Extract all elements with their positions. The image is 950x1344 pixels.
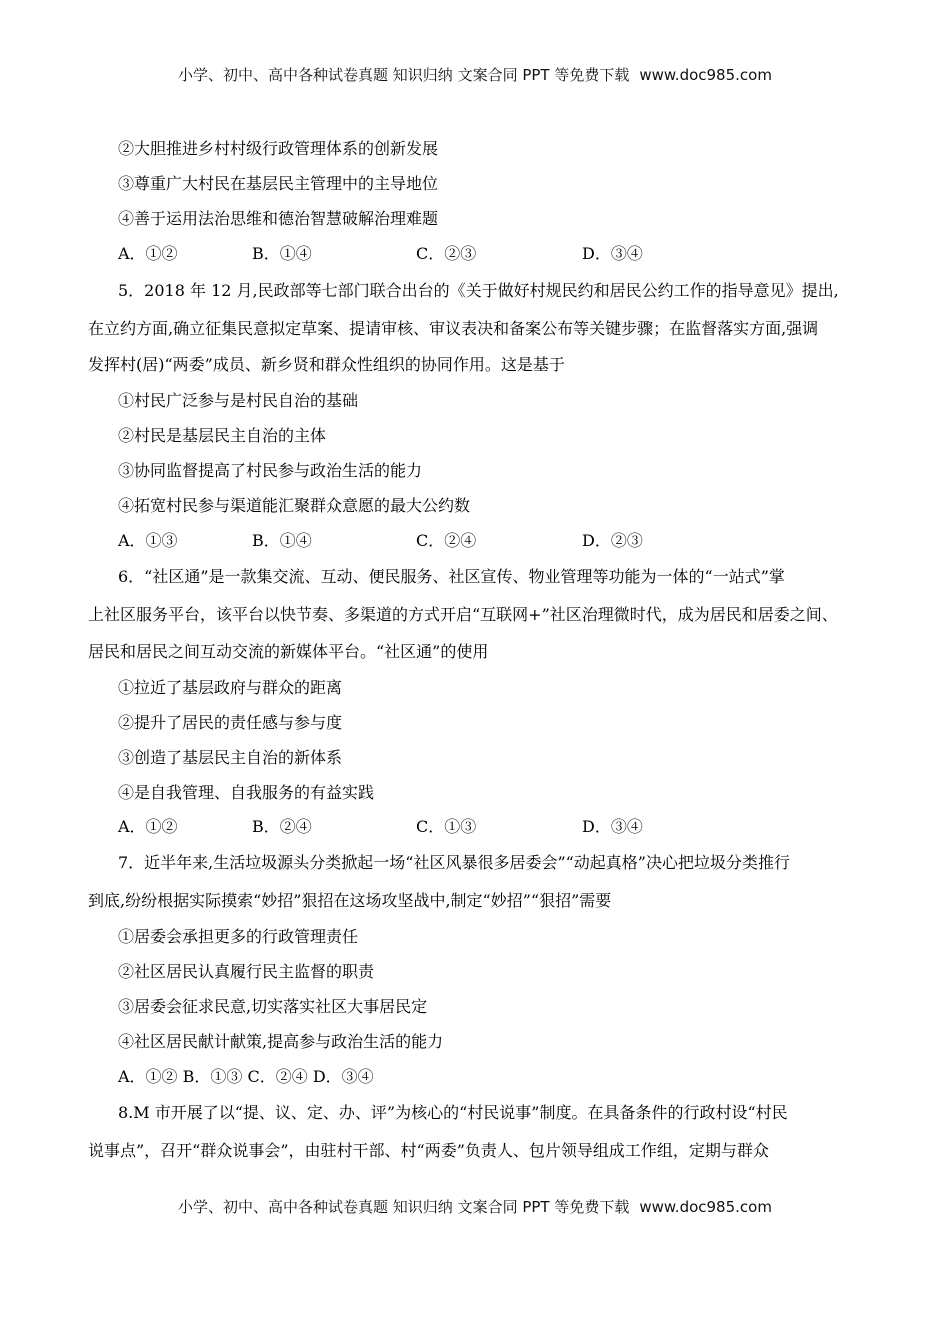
q6-item-3: ③创造了基层民主自治的新体系 xyxy=(118,748,343,767)
q5-item-2: ②村民是基层民主自治的主体 xyxy=(118,426,327,445)
q4-option-b: B．①④ xyxy=(252,244,312,263)
q4-option-d: D．③④ xyxy=(582,244,643,263)
q6-option-b: B．②④ xyxy=(252,817,312,836)
q5-stem-line-3: 发挥村(居)“两委”成员、新乡贤和群众性组织的协同作用。这是基于 xyxy=(88,355,565,374)
q5-option-b: B．①④ xyxy=(252,531,312,550)
header-text: 小学、初中、高中各种试卷真题 知识归纳 文案合同 PPT 等免费下载 xyxy=(178,66,630,84)
q5-option-a: A．①③ xyxy=(118,531,178,550)
q8-stem-line-1: 8.M 市开展了以“提、议、定、办、评”为核心的“村民说事”制度。在具备条件的行政村设“村民 xyxy=(118,1103,788,1122)
q6-option-d: D．③④ xyxy=(582,817,643,836)
q4-item-4: ④善于运用法治思维和德治智慧破解治理难题 xyxy=(118,209,439,228)
q4-item-2: ②大胆推进乡村村级行政管理体系的创新发展 xyxy=(118,139,439,158)
q6-item-2: ②提升了居民的责任感与参与度 xyxy=(118,713,343,732)
q4-option-a: A．①② xyxy=(118,244,178,263)
q4-item-3: ③尊重广大村民在基层民主管理中的主导地位 xyxy=(118,174,439,193)
q5-stem-line-2: 在立约方面,确立征集民意拟定草案、提请审核、审议表决和备案公布等关键步骤；在监督落实方面,强调 xyxy=(88,319,819,338)
q5-option-c: C．②④ xyxy=(416,531,477,550)
q5-option-d: D．②③ xyxy=(582,531,643,550)
q5-stem-line-1: 5．2018 年 12 月,民政部等七部门联合出台的《关于做好村规民约和居民公约工作的指导意见》提出, xyxy=(118,281,839,300)
q7-item-2: ②社区居民认真履行民主监督的职责 xyxy=(118,962,375,981)
page-header xyxy=(0,64,950,85)
q6-item-4: ④是自我管理、自我服务的有益实践 xyxy=(118,783,375,802)
q6-stem-line-2: 上社区服务平台，该平台以快节奏、多渠道的方式开启“互联网+”社区治理微时代，成为居民和居委之间、 xyxy=(88,605,838,624)
q6-option-a: A．①② xyxy=(118,817,178,836)
q7-item-3: ③居委会征求民意,切实落实社区大事居民定 xyxy=(118,997,428,1016)
q5-item-4: ④拓宽村民参与渠道能汇聚群众意愿的最大公约数 xyxy=(118,496,471,515)
q6-stem-line-3: 居民和居民之间互动交流的新媒体平台。“社区通”的使用 xyxy=(88,642,489,661)
q7-stem-line-1: 7．近半年来,生活垃圾源头分类掀起一场“社区风暴很多居委会”“动起真格”决心把垃圾分类推行 xyxy=(118,853,790,872)
q8-stem-line-2: 说事点”，召开“群众说事会”，由驻村干部、村“两委”负责人、包片领导组成工作组，定期与群众 xyxy=(88,1141,769,1160)
q7-item-1: ①居委会承担更多的行政管理责任 xyxy=(118,927,359,946)
q7-item-4: ④社区居民献计献策,提高参与政治生活的能力 xyxy=(118,1032,444,1051)
q5-item-3: ③协同监督提高了村民参与政治生活的能力 xyxy=(118,461,423,480)
header-url[interactable]: www.doc985.com xyxy=(639,66,772,84)
page-footer xyxy=(0,1196,950,1217)
footer-url[interactable]: www.doc985.com xyxy=(639,1198,772,1216)
q7-stem-line-2: 到底,纷纷根据实际摸索“妙招”狠招在这场攻坚战中,制定“妙招”“狠招”需要 xyxy=(88,891,612,910)
q6-item-1: ①拉近了基层政府与群众的距离 xyxy=(118,678,343,697)
q6-stem-line-1: 6．“社区通”是一款集交流、互动、便民服务、社区宣传、物业管理等功能为一体的“一站式”掌 xyxy=(118,567,785,586)
q7-options: A．①② B．①③ C．②④ D．③④ xyxy=(118,1067,374,1086)
q6-option-c: C．①③ xyxy=(416,817,477,836)
footer-text: 小学、初中、高中各种试卷真题 知识归纳 文案合同 PPT 等免费下载 xyxy=(178,1198,630,1216)
q4-option-c: C．②③ xyxy=(416,244,477,263)
q5-item-1: ①村民广泛参与是村民自治的基础 xyxy=(118,391,359,410)
